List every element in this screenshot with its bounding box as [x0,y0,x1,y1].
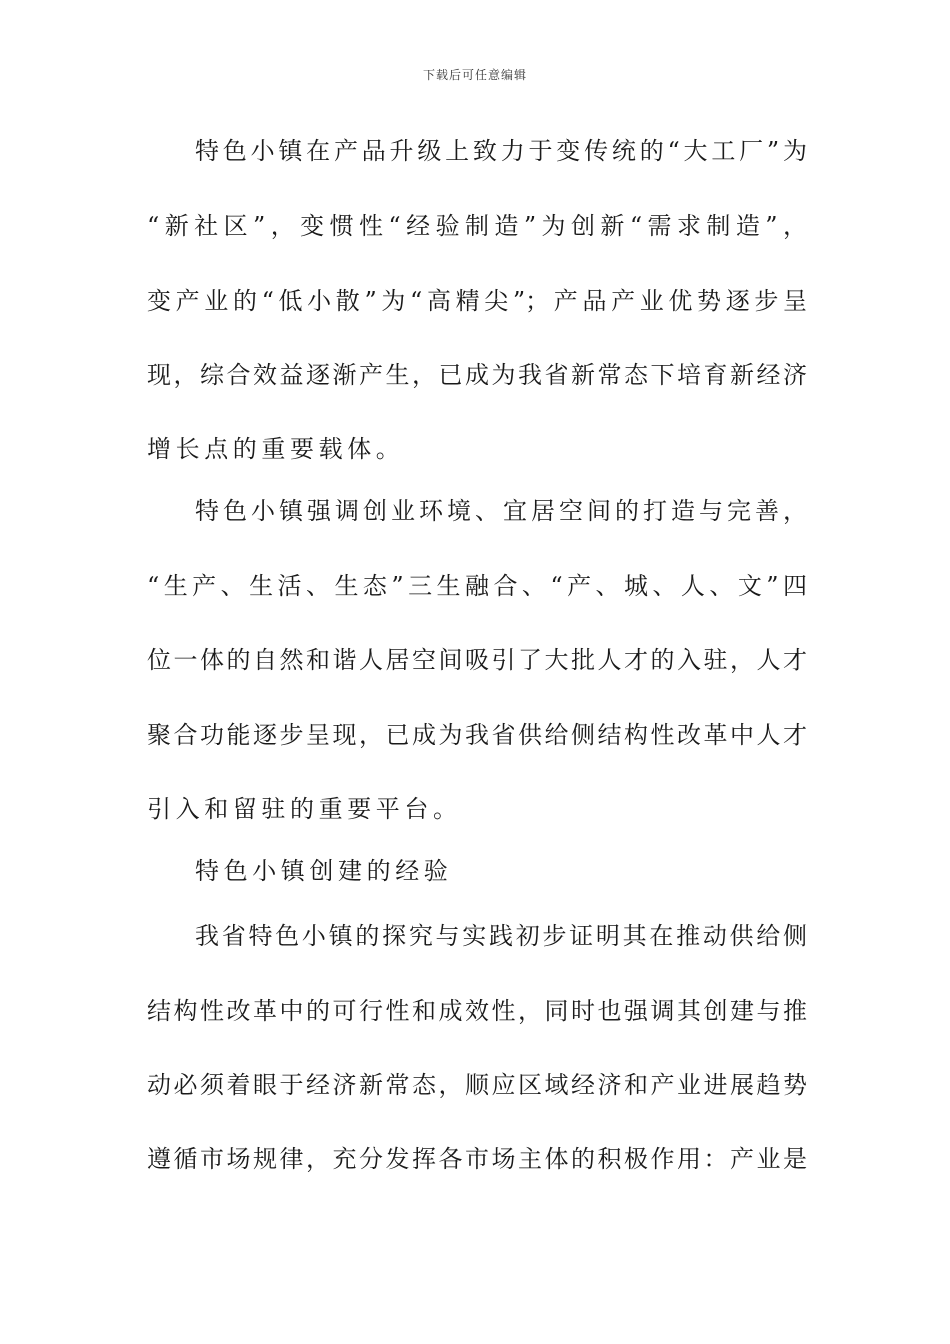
paragraph-line: “生产、生活、生态”三生融合、“产、城、人、文”四 [147,572,807,600]
paragraph-line: 结构性改革中的可行性和成效性，同时也强调其创建与推 [147,997,807,1025]
paragraph-line: 特色小镇强调创业环境、宜居空间的打造与完善， [195,497,807,525]
paragraph-line: 遵循市场规律，充分发挥各市场主体的积极作用：产业是 [147,1145,807,1173]
section-heading: 特色小镇创建的经验 [195,857,453,885]
paragraph-line: 动必须着眼于经济新常态，顺应区域经济和产业进展趋势 [147,1071,807,1099]
page-header-note: 下载后可任意编辑 [422,68,527,82]
paragraph-line: 引入和留驻的重要平台。 [147,795,462,823]
paragraph-line: 变产业的“低小散”为“高精尖”；产品产业优势逐步呈 [147,287,807,315]
paragraph-line: 特色小镇在产品升级上致力于变传统的“大工厂”为 [195,137,807,165]
paragraph-line: 位一体的自然和谐人居空间吸引了大批人才的入驻，人才 [147,646,807,674]
paragraph-line: “新社区”，变惯性“经验制造”为创新“需求制造”， [147,212,807,240]
paragraph-line: 增长点的重要载体。 [147,435,405,463]
paragraph-line: 聚合功能逐步呈现，已成为我省供给侧结构性改革中人才 [147,721,807,749]
paragraph-line: 现，综合效益逐渐产生，已成为我省新常态下培育新经济 [147,361,807,389]
paragraph-line: 我省特色小镇的探究与实践初步证明其在推动供给侧 [195,922,807,950]
